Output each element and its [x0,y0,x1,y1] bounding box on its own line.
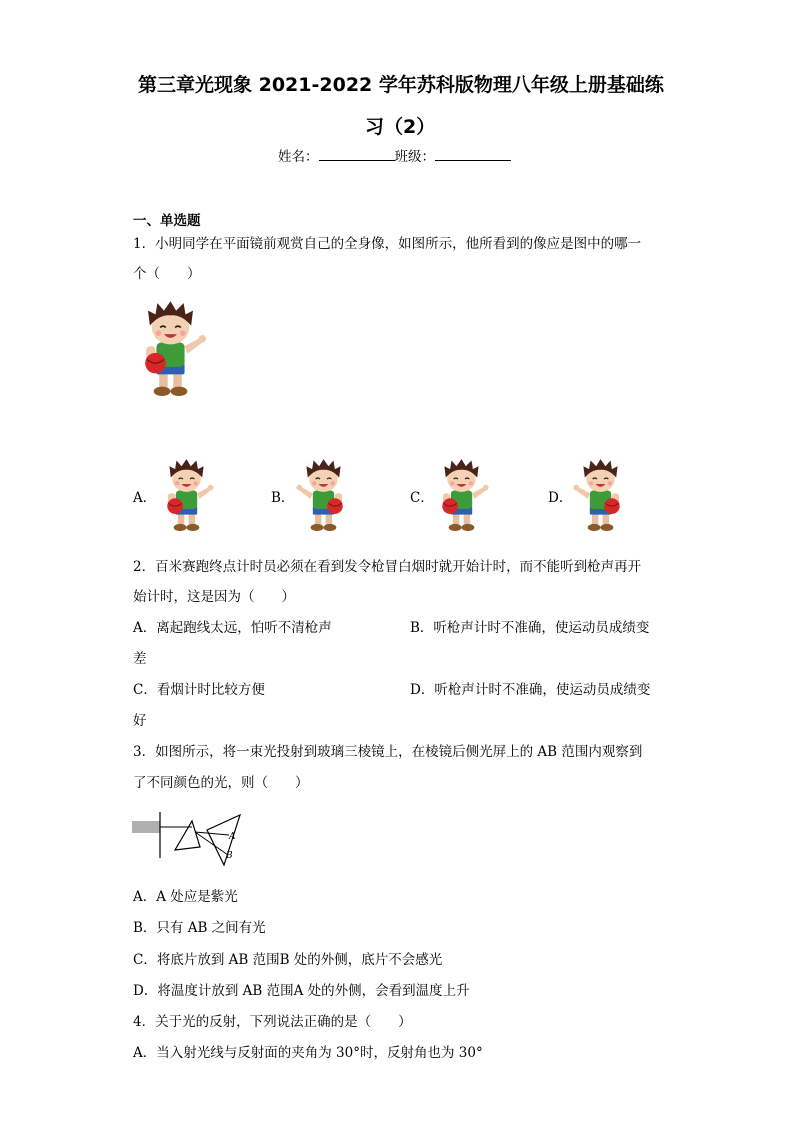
q3-option-d[interactable]: D．将温度计放到 AB 范围A 处的外侧，会看到温度上升 [133,983,470,999]
class-label: 班级： [394,149,435,165]
glass-prism [175,821,200,850]
page-title-line2: 习（2） [365,116,436,138]
q1-option-c[interactable]: C． [410,490,434,506]
q3-option-b[interactable]: B．只有 AB 之间有光 [133,920,266,936]
q3-prism-figure [132,812,247,867]
q4-option-a[interactable]: A．当入射光线与反射面的夹角为 30°时，反射角也为 30° [133,1045,483,1061]
q1-option-d[interactable]: D． [548,490,573,506]
dispersed-ray-bottom [195,832,228,855]
q3-line1: 3．如图所示，将一束光投射到玻璃三棱镜上，在棱镜后侧光屏上的 AB 范围内观察到 [133,744,643,760]
name-label: 姓名： [278,149,319,165]
page-title-line1: 第三章光现象 2021-2022 学年苏科版物理八年级上册基础练 [138,74,664,96]
name-blank[interactable] [319,148,395,161]
q2-option-d-cont: 好 [133,713,147,729]
q1-figure-boy [133,297,208,404]
q2-option-d[interactable]: D．听枪声计时不准确，使运动员成绩变 [410,682,651,698]
q3-option-a[interactable]: A．A 处应是紫光 [133,889,238,905]
dispersed-ray-top [195,832,229,835]
label-a: A [229,832,236,842]
q1-option-a[interactable]: A． [133,490,157,506]
q3-line2: 了不同颜色的光，则（ ） [133,775,309,791]
q1-option-a-image[interactable] [158,453,215,540]
light-source-bar [132,821,160,833]
q2-line1: 2．百米赛跑终点计时员必须在看到发令枪冒白烟时就开始计时，而不能听到枪声再开 [133,559,642,575]
q1-line2: 个（ ） [133,266,201,282]
section-heading: 一、单选题 [133,213,201,229]
label-b: B [226,851,233,861]
q3-option-c[interactable]: C．将底片放到 AB 范围B 处的外侧，底片不会感光 [133,952,443,968]
q1-line1: 1．小明同学在平面镜前观赏自己的全身像，如图所示，他所看到的像应是图中的哪一 [133,236,642,252]
q2-option-a[interactable]: A．离起跑线太远，怕听不清枪声 [133,620,332,636]
q1-option-b[interactable]: B． [271,490,295,506]
q2-option-b-cont: 差 [133,651,147,667]
student-info [278,148,511,165]
class-blank[interactable] [435,148,511,161]
q4-line1: 4．关于光的反射，下列说法正确的是（ ） [133,1014,412,1030]
q1-option-c-image[interactable] [433,453,490,540]
q2-line2: 始计时，这是因为（ ） [133,589,295,605]
q2-option-b[interactable]: B．听枪声计时不准确，使运动员成绩变 [410,620,650,636]
q1-option-d-image[interactable] [572,453,629,540]
q1-option-b-image[interactable] [295,453,352,540]
q2-option-c[interactable]: C．看烟计时比较方便 [133,682,265,698]
